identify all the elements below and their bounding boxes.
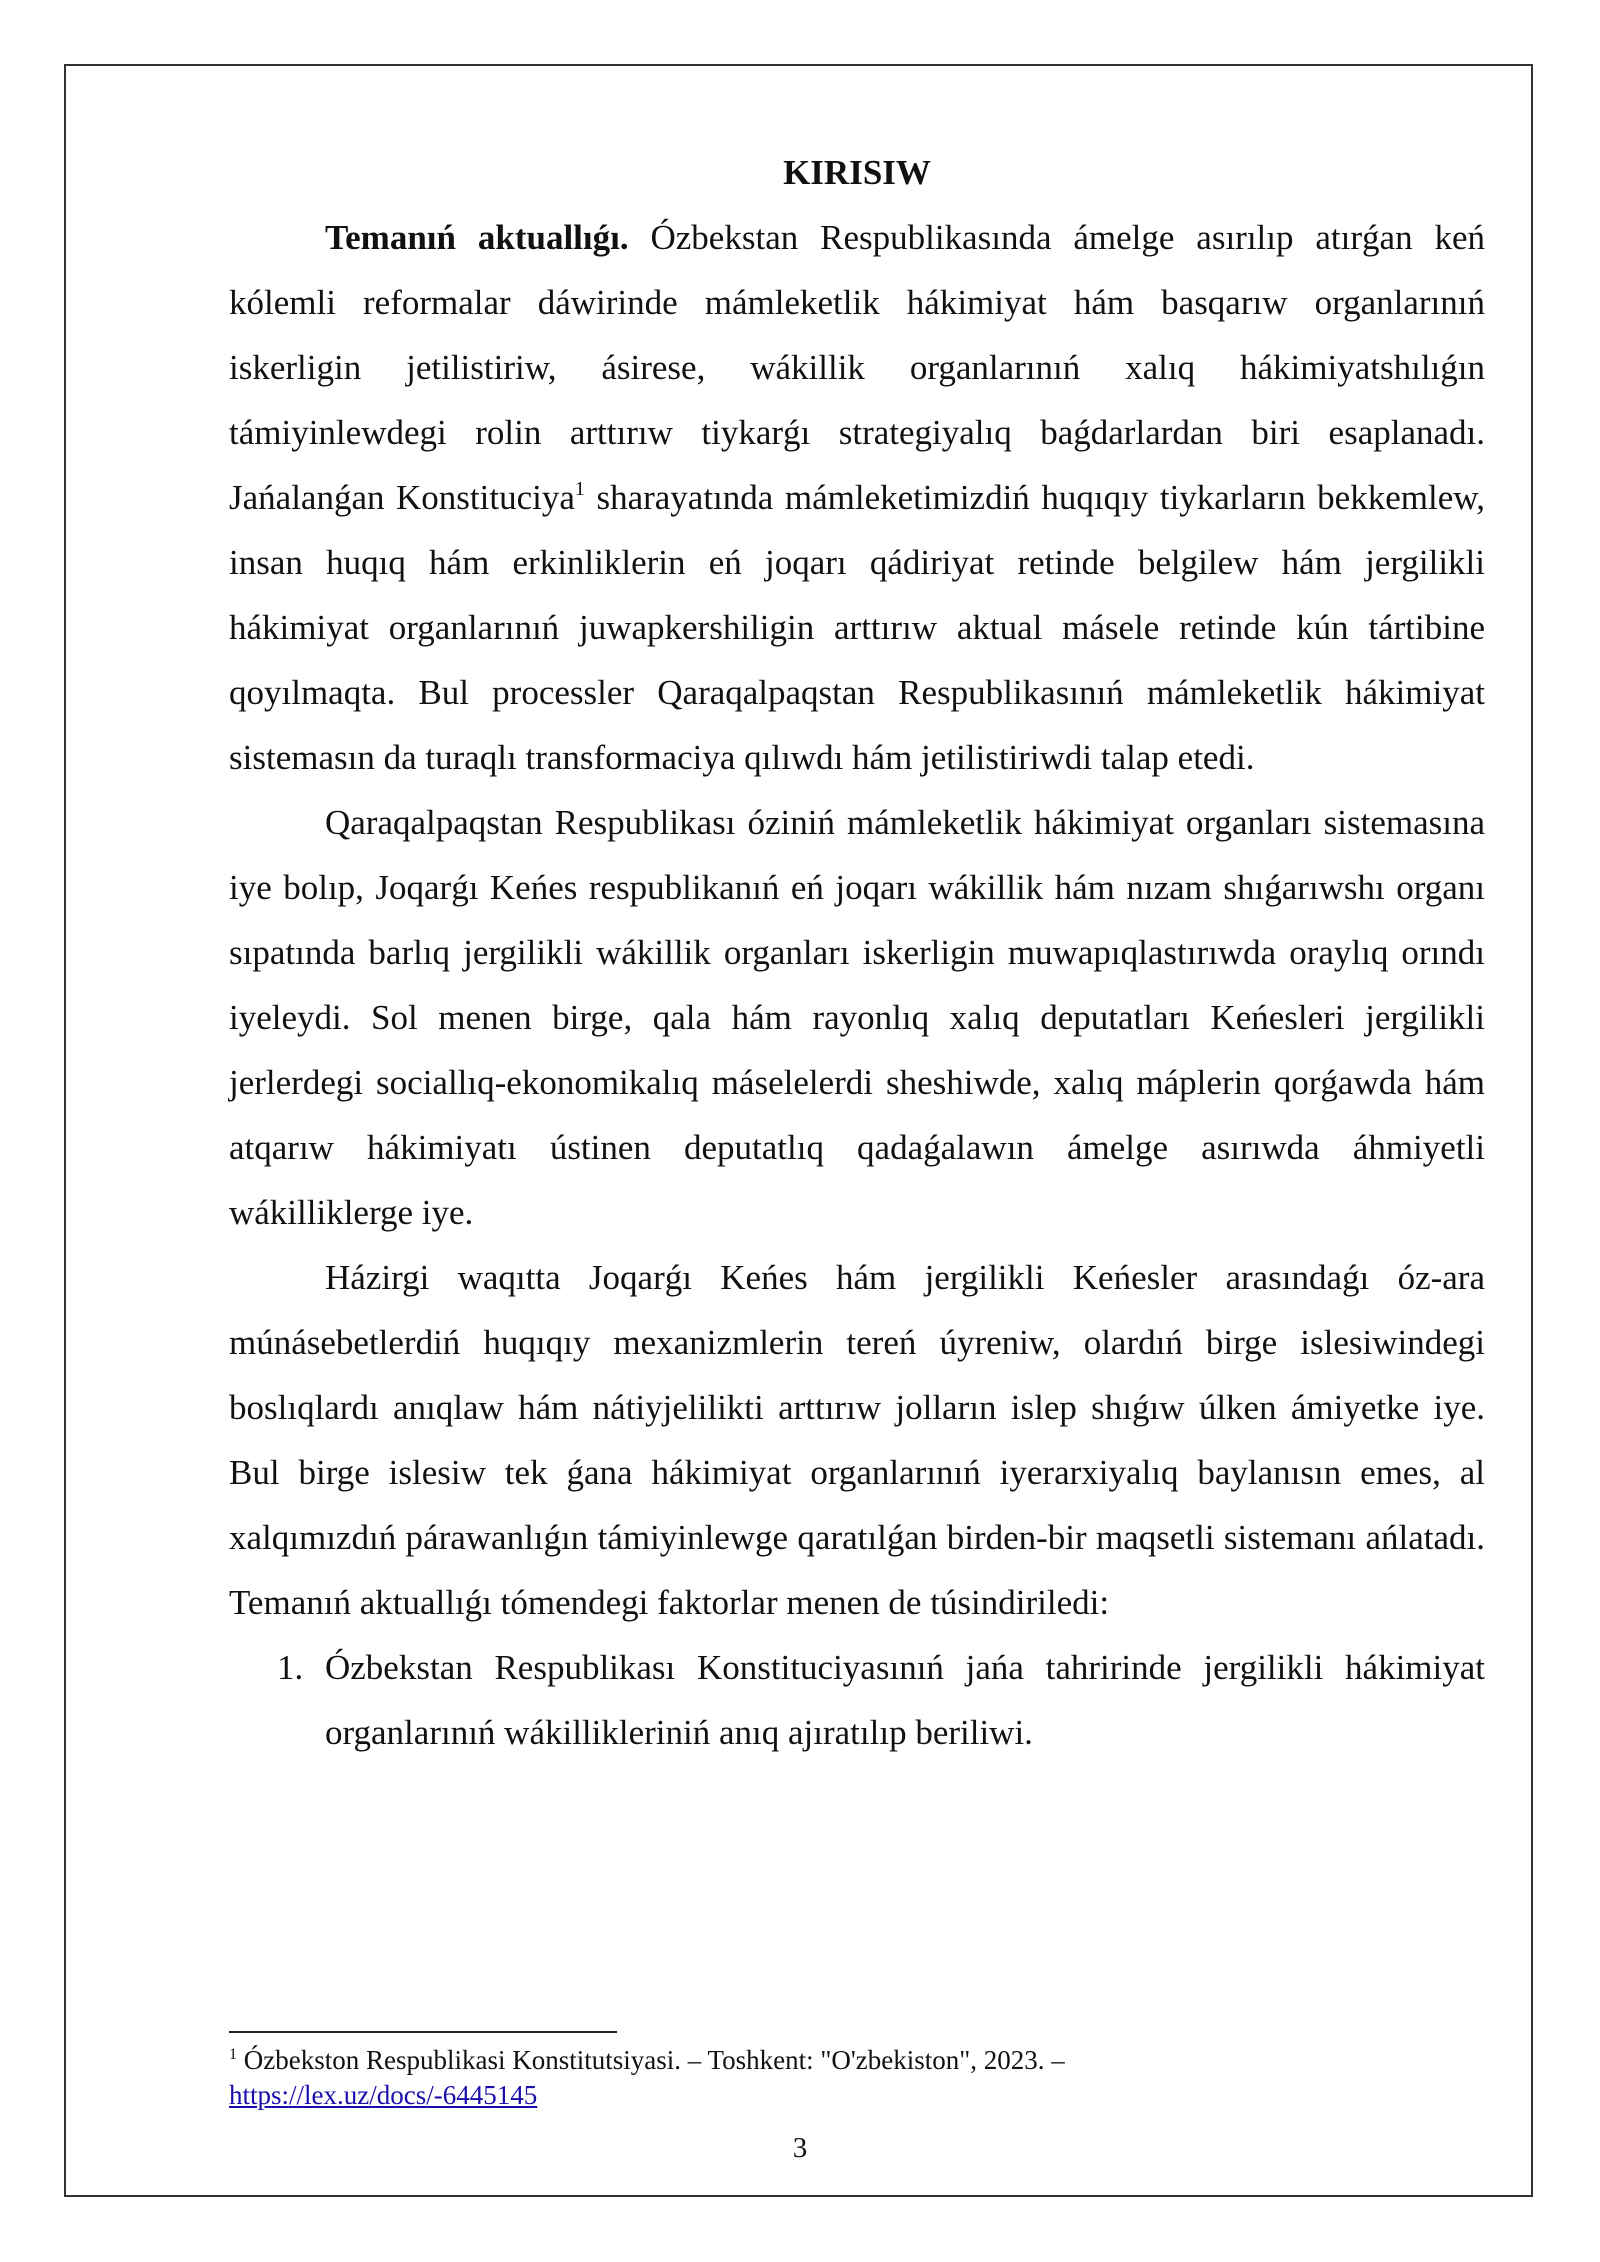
list-item (229, 1635, 1485, 1765)
list-item-text: Ózbekstan Respublikası Konstituciyasınıń jańa tahririnde jergilikli hákimiyat organlarınıń wákillikleriniń anıq ajıratılıp beriliwi. (325, 1648, 1485, 1752)
paragraph-text-part-1: Ózbekstan Respublikasında ámelge asırılıp atırǵan keń kólemli reformalar dáwirinde mámleketlik hákimiyat hám basqarıw organlarınıń iskerligin jetilistiriw, ásirese, wákillik organlarınıń xalıq hákimiyatshılıǵın támiyinlewdegi rolin arttırıw tiykarǵı strategiyalıq baǵdarlardan biri esaplanadı. Jańalanǵan Konstituciya (229, 218, 1485, 517)
page-number: 3 (792, 2132, 808, 2164)
factors-list (229, 1635, 1485, 1765)
footnote-mark: 1 (229, 2046, 237, 2063)
footnote-link[interactable]: https://lex.uz/docs/-6445145 (229, 2080, 538, 2110)
footnote (229, 2043, 1485, 2113)
footnote-reference[interactable]: 1 (574, 478, 585, 500)
section-title: KIRISIW (783, 153, 931, 192)
paragraph-lead: Temanıń aktuallıǵı. (325, 218, 629, 257)
paragraph-relevance (229, 205, 1485, 790)
paragraph-karakalpakstan-system: Qaraqalpaqstan Respublikası óziniń mámleketlik hákimiyat organları sistemasına iye bolıp, Joqarǵı Keńes respublikanıń eń joqarı wákillik hám nızam shıǵarıwshı organı sıpatında barlıq jergilikli wákillik organları iskerligin muwapıqlastırıwda oraylıq orındı iyeleydi. Sol menen birge, qala hám rayonlıq xalıq deputatları Keńesleri jergilikli jerlerdegi sociallıq-ekonomikalıq máselelerdi sheshiwde, xalıq máplerin qorǵawda hám atqarıw hákimiyatı ústinen deputatlıq qadaǵalawın ámelge asırıwda áhmiyetli wákilliklerge iye. (229, 803, 1485, 1232)
page-content (229, 140, 1485, 1765)
footnote-text: Ózbekston Respublikasi Konstitutsiyasi. – Toshkent: "O'zbekiston", 2023. – (237, 2045, 1065, 2075)
footnote-separator (229, 2031, 617, 2033)
paragraph-current-period: Házirgi waqıtta Joqarǵı Keńes hám jergilikli Keńesler arasındaǵı óz-ara múnásebetlerdiń huqıqıy mexanizmlerin tereń úyreniw, olardıń birge islesiwindegi boslıqlardı anıqlaw hám nátiyjelilikti arttırıw jolların islep shıǵıw úlken ámiyetke iye. Bul birge islesiw tek ǵana hákimiyat organlarınıń iyerarxiyalıq baylanısın emes, al xalqımızdıń párawanlıǵın támiyinlewge qaratılǵan birden-bir maqsetli sistemanı ańlatadı. Temanıń aktuallıǵı tómendegi faktorlar menen de túsindiriledi: (229, 1258, 1485, 1622)
list-item-number: 1. (277, 1648, 304, 1687)
paragraph-text-part-2: sharayatında mámleketimizdiń huqıqıy tiykarların bekkemlew, insan huqıq hám erkinliklerin eń joqarı qádiriyat retinde belgilew hám jergilikli hákimiyat organlarınıń juwapkershiligin arttırıw aktual másele retinde kún tártibine qoyılmaqta. Bul processler Qaraqalpaqstan Respublikasınıń mámleketlik hákimiyat sistemasın da turaqlı transformaciya qılıwdı hám jetilistiriwdi talap etedi. (229, 478, 1485, 777)
